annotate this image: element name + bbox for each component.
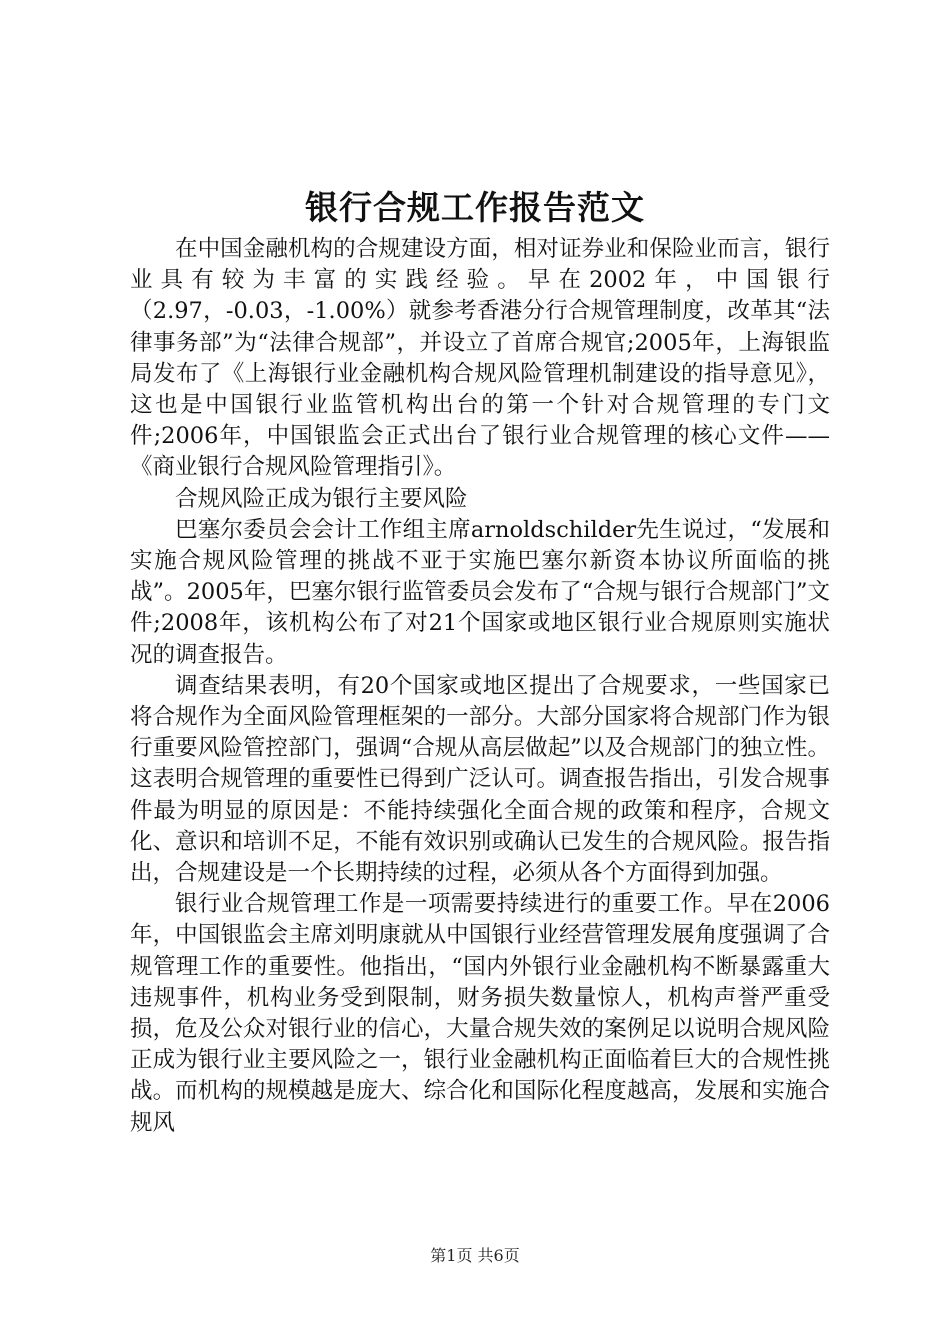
document-body	[130, 234, 830, 1139]
paragraph-survey: 调查结果表明，有20个国家或地区提出了合规要求，一些国家已将合规作为全面风险管理框架的一部分。大部分国家将合规部门作为银行重要风险管控部门，强调“合规从高层做起”以及合规部门的独立性。这表明合规管理的重要性已得到广泛认可。调查报告指出，引发合规事件最为明显的原因是：不能持续强化全面合规的政策和程序，合规文化、意识和培训不足，不能有效识别或确认已发生的合规风险。报告指出，合规建设是一个长期持续的过程，必须从各个方面得到加强。	[130, 672, 830, 887]
section-heading: 合规风险正成为银行主要风险	[175, 485, 468, 512]
page-number-footer: 第1页 共6页	[430, 1246, 520, 1265]
document-title: 银行合规工作报告范文	[305, 188, 645, 227]
paragraph-basel: 巴塞尔委员会会计工作组主席arnoldschilder先生说过，“发展和实施合规风险管理的挑战不亚于实施巴塞尔新资本协议所面临的挑战”。2005年，巴塞尔银行监管委员会发布了“合规与银行合规部门”文件;2008年，该机构公布了对21个国家或地区银行业合规原则实施状况的调查报告。	[130, 516, 830, 668]
paragraph-intro: 在中国金融机构的合规建设方面，相对证券业和保险业而言，银行业具有较为丰富的实践经验。早在2002年，中国银行（2.97，-0.03，-1.00%）就参考香港分行合规管理制度，改革其“法律事务部”为“法律合规部”，并设立了首席合规官;2005年，上海银监局发布了《上海银行业金融机构合规风险管理机制建设的指导意见》，这也是中国银行业监管机构出台的第一个针对合规管理的专门文件;2006年，中国银监会正式出台了银行业合规管理的核心文件——《商业银行合规风险管理指引》。	[130, 236, 830, 481]
paragraph-regulator: 银行业合规管理工作是一项需要持续进行的重要工作。早在2006年，中国银监会主席刘明康就从中国银行业经营管理发展角度强调了合规管理工作的重要性。他指出，“国内外银行业金融机构不断暴露重大违规事件，机构业务受到限制，财务损失数量惊人，机构声誉严重受损，危及公众对银行业的信心，大量合规失效的案例足以说明合规风险正成为银行业主要风险之一，银行业金融机构正面临着巨大的合规性挑战。而机构的规模越是庞大、综合化和国际化程度越高，发展和实施合规风	[130, 891, 830, 1136]
